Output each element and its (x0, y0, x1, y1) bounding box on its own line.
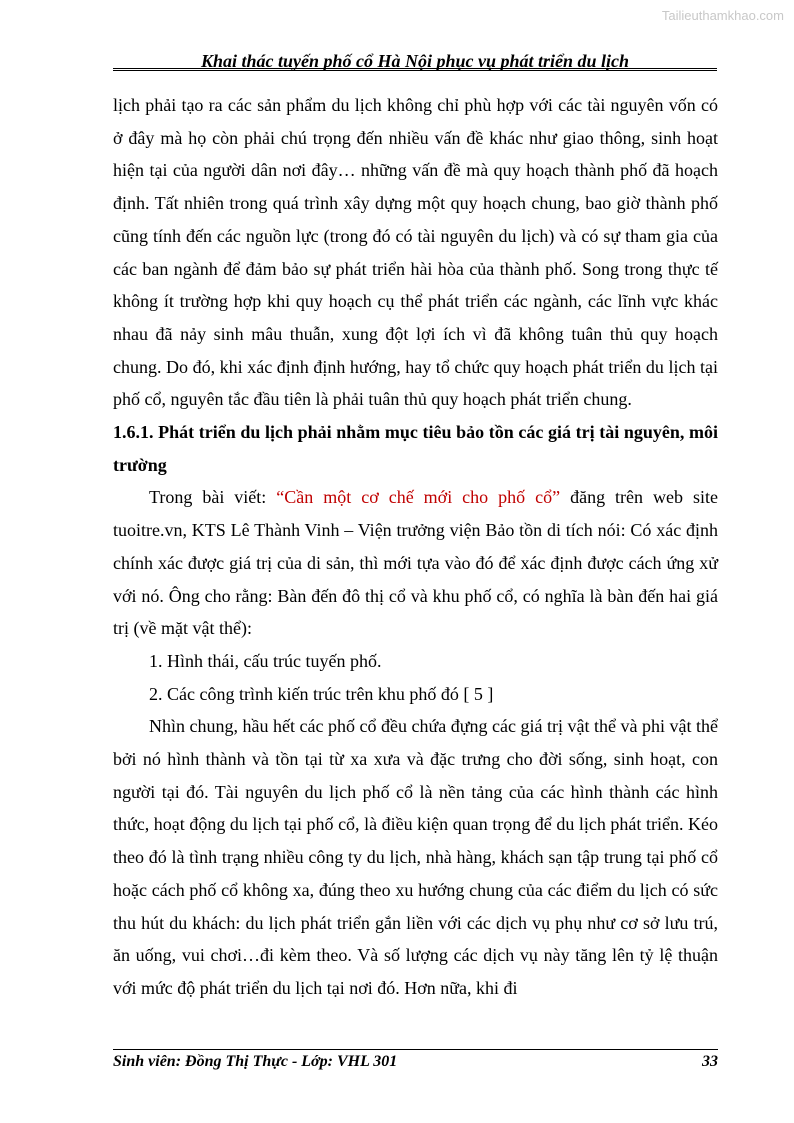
page-number: 33 (702, 1053, 718, 1070)
article-body: , KTS Lê Thành Vinh – Viện trưởng viện Bảo tồn di tích nói: Có xác định chính xác được giá trị của di sản, thì mới tựa vào đó để xác định được cách ứng xử với nó. Ông cho rằng: Bàn đến đô thị cổ và khu phố cổ, có nghĩa là bàn đến hai giá trị (về mặt vật thể): (113, 520, 718, 639)
website-link[interactable]: tuoitre.vn (113, 520, 183, 541)
page-footer (113, 1049, 718, 1071)
paragraph-overview: Nhìn chung, hầu hết các phố cổ đều chứa đựng các giá trị vật thể và phi vật thể bởi nó hình thành và tồn tại từ xa xưa và đặc trưng cho đời sống, sinh hoạt, con người tại đó. Tài nguyên du lịch phố cổ là nền tảng của các hình thành các hình thức, hoạt động du lịch tại phố cổ, là điều kiện quan trọng để du lịch phát triển. Kéo theo đó là tình trạng nhiều công ty du lịch, nhà hàng, khách sạn tập trung tại phố cổ hoặc cách phố cổ không xa, đúng theo xu hướng chung của các điểm du lịch có sức thu hút du khách: du lịch phát triển gắn liền với các dịch vụ phụ như cơ sở lưu trú, ăn uống, vui chơi…đi kèm theo. Và số lượng các dịch vụ này tăng lên tỷ lệ thuận với mức độ phát triển du lịch tại nơi đó. Hơn nữa, khi đi (113, 716, 718, 998)
footer-student-info: Sinh viên: Đồng Thị Thực - Lớp: VHL 301 (113, 1053, 398, 1070)
document-body (113, 89, 718, 1005)
paragraph-article (113, 481, 718, 645)
list-item: 1. Hình thái, cấu trúc tuyến phố. (149, 650, 382, 671)
section-heading: 1.6.1. Phát triển du lịch phải nhằm mục tiêu bảo tồn các giá trị tài nguyên, môi trường (113, 422, 718, 475)
paragraph-continuation: lịch phải tạo ra các sản phẩm du lịch không chỉ phù hợp với các tài nguyên vốn có ở đây mà họ còn phải chú trọng đến nhiều vấn đề khác như giao thông, sinh hoạt hiện tại của người dân nơi đây… những vấn đề mà quy hoạch thành phố đã hoạch định. Tất nhiên trong quá trình xây dựng một quy hoạch chung, bao giờ thành phố cũng tính đến các nguồn lực (trong đó có tài nguyên du lịch) và có sự tham gia của các ban ngành để đảm bảo sự phát triển hài hòa của thành phố. Song trong thực tế không ít trường hợp khi quy hoạch cụ thể phát triển các ngành, các lĩnh vực khác nhau đã nảy sinh mâu thuẫn, xung đột lợi ích vì đã không tuân thủ quy hoạch chung. Do đó, khi xác định định hướng, hay tổ chức quy hoạch phát triển du lịch tại phố cổ, nguyên tắc đầu tiên là phải tuân thủ quy hoạch phát triển chung. (113, 95, 718, 410)
page-header: Khai thác tuyến phố cổ Hà Nội phục vụ phát triển du lịch (113, 38, 717, 71)
article-intro: Trong bài viết: (149, 487, 277, 508)
article-title-quote: “Cần một cơ chế mới cho phố cổ” (276, 487, 561, 508)
list-item: 2. Các công trình kiến trúc trên khu phố đó [ 5 ] (149, 683, 494, 704)
article-mid: đăng trên web site (560, 487, 718, 508)
watermark-text: Tailieuthamkhao.com (661, 8, 784, 23)
